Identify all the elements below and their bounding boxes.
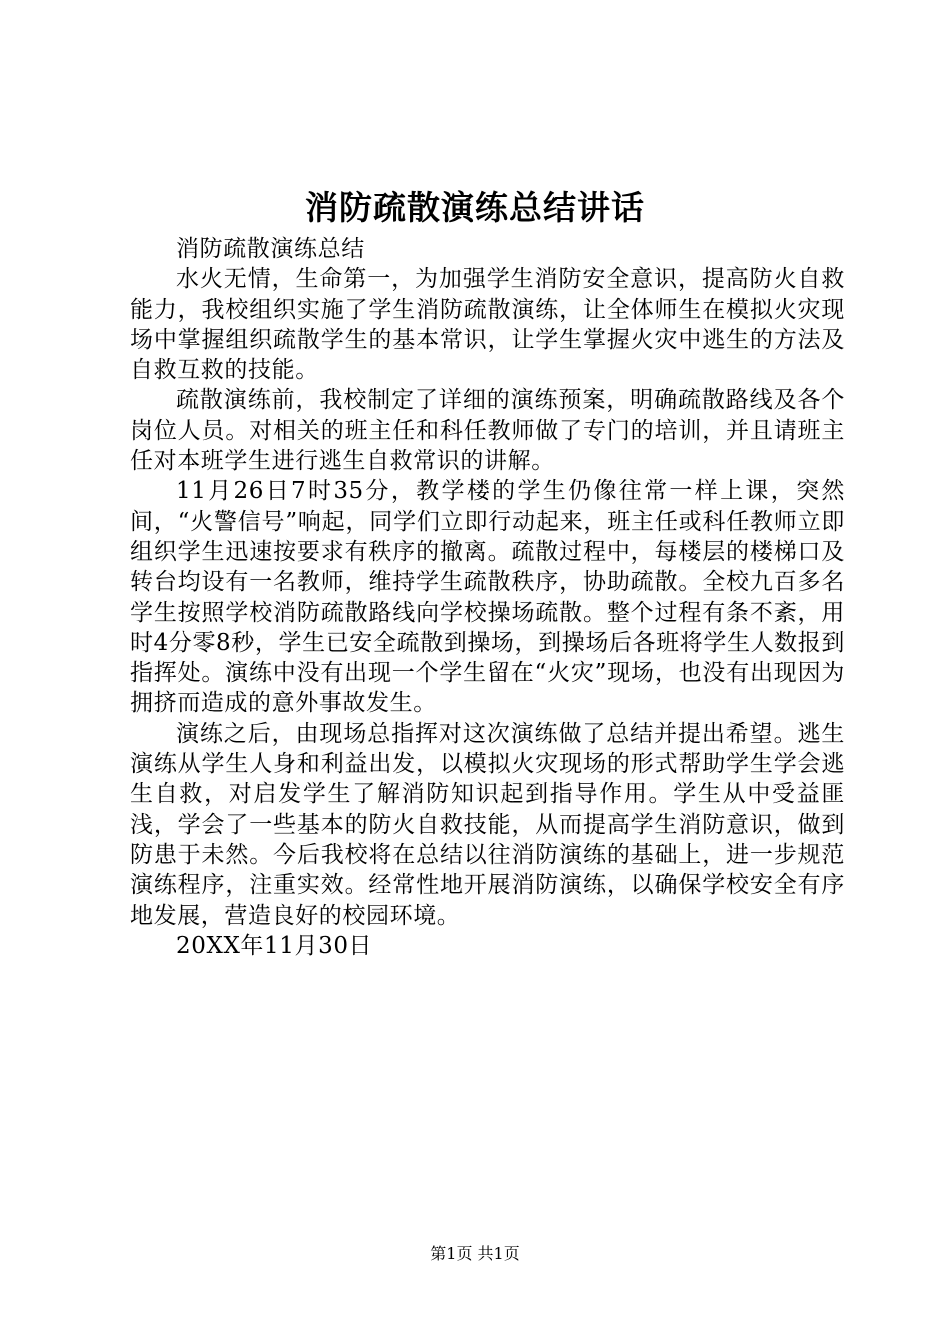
paragraph: 演练之后，由现场总指挥对这次演练做了总结并提出希望。逃生演练从学生人身和利益出发，以模拟火灾现场的形式帮助学生学会逃生自救，对启发学生了解消防知识起到指导作用。学生从中受益匪浅，学会了一些基本的防火自救技能，从而提高学生消防意识，做到防患于未然。今后我校将在总结以往消防演练的基础上，进一步规范演练程序，注重实效。经常性地开展消防演练，以确保学校安全有序地发展，营造良好的校园环境。 [130,720,845,929]
document-subtitle: 消防疏散演练总结 [176,236,365,262]
paragraph: 11月26日7时35分，教学楼的学生仍像往常一样上课，突然间，“火警信号”响起，同学们立即行动起来，班主任或科任教师立即组织学生迅速按要求有秩序的撤离。疏散过程中，每楼层的楼梯口及转台均设有一名教师，维持学生疏散秩序，协助疏散。全校九百多名学生按照学校消防疏散路线向学校操场疏散。整个过程有条不紊，用时4分零8秒，学生已安全疏散到操场，到操场后各班将学生人数报到指挥处。演练中没有出现一个学生留在“火灾”现场，也没有出现因为拥挤而造成的意外事故发生。 [130,478,845,717]
document-body [130,234,845,961]
page-number-footer: 第1页 共1页 [430,1244,520,1263]
paragraph: 疏散演练前，我校制定了详细的演练预案，明确疏散路线及各个岗位人员。对相关的班主任和科任教师做了专门的培训，并且请班主任对本班学生进行逃生自救常识的讲解。 [130,387,845,475]
paragraph: 水火无情，生命第一，为加强学生消防安全意识，提高防火自救能力，我校组织实施了学生消防疏散演练，让全体师生在模拟火灾现场中掌握组织疏散学生的基本常识，让学生掌握火灾中逃生的方法及自救互救的技能。 [130,266,845,384]
document-title: 消防疏散演练总结讲话 [305,188,645,227]
document-date: 20XX年11月30日 [176,932,373,959]
